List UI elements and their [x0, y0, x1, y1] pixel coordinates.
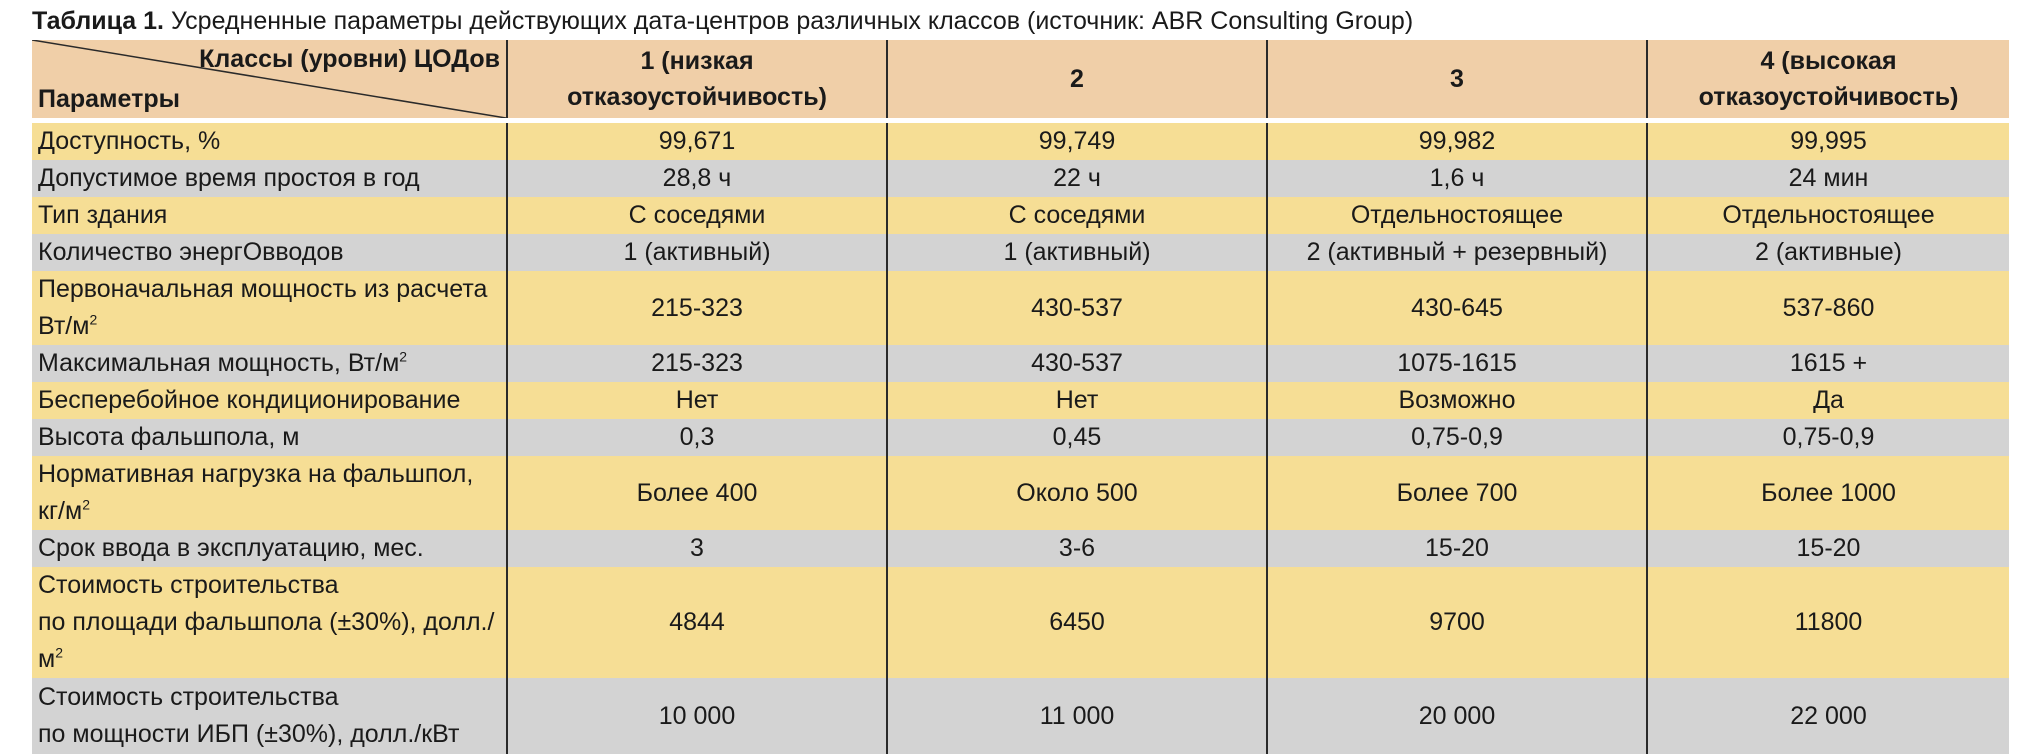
caption-label: Таблица 1. — [32, 7, 164, 35]
header-row — [32, 40, 2009, 121]
param-building-type: Тип здания — [32, 197, 507, 234]
superscript: 2 — [399, 348, 408, 365]
value-cell: Нет — [887, 382, 1267, 419]
value-cell: 430-645 — [1267, 271, 1647, 345]
table-row — [32, 382, 2009, 419]
table-row — [32, 530, 2009, 567]
table-row — [32, 419, 2009, 456]
table-row — [32, 456, 2009, 530]
value-cell: 4844 — [507, 567, 887, 678]
value-cell: 99,749 — [887, 121, 1267, 161]
value-cell: 430-537 — [887, 271, 1267, 345]
superscript: 2 — [82, 496, 90, 513]
param-initial-power — [32, 271, 507, 345]
param-raised-floor-height: Высота фальшпола, м — [32, 419, 507, 456]
value-cell: 99,982 — [1267, 121, 1647, 161]
table-row — [32, 160, 2009, 197]
class-3-header: 3 — [1267, 40, 1647, 121]
value-cell: 0,45 — [887, 419, 1267, 456]
value-cell: Отдельностоящее — [1267, 197, 1647, 234]
value-cell: С соседями — [887, 197, 1267, 234]
datacenter-params-table — [32, 40, 2009, 754]
value-cell: 430-537 — [887, 345, 1267, 382]
table-row — [32, 271, 2009, 345]
param-availability: Доступность, % — [32, 121, 507, 161]
value-cell: 3-6 — [887, 530, 1267, 567]
value-cell: 0,3 — [507, 419, 887, 456]
superscript: 2 — [89, 311, 98, 328]
class-2-header: 2 — [887, 40, 1267, 121]
param-cost-per-area — [32, 567, 507, 678]
value-cell: 20 000 — [1267, 678, 1647, 754]
value-cell: 1615 + — [1647, 345, 2009, 382]
value-cell: 28,8 ч — [507, 160, 887, 197]
table-row — [32, 567, 2009, 678]
value-cell: Нет — [507, 382, 887, 419]
param-line-2: по площади фальшпола (±30%), долл./м — [38, 608, 495, 673]
value-cell: 15-20 — [1647, 530, 2009, 567]
value-cell: Около 500 — [887, 456, 1267, 530]
value-cell: 537-860 — [1647, 271, 2009, 345]
value-cell: Более 1000 — [1647, 456, 2009, 530]
value-cell: 11 000 — [887, 678, 1267, 754]
value-cell: 10 000 — [507, 678, 887, 754]
value-cell: 215-323 — [507, 271, 887, 345]
value-cell: 0,75-0,9 — [1647, 419, 2009, 456]
value-cell: 215-323 — [507, 345, 887, 382]
class-4-header: 4 (высокая отказоустойчивость) — [1647, 40, 2009, 121]
value-cell: 22 000 — [1647, 678, 2009, 754]
param-line-1: Стоимость строительства — [38, 571, 339, 599]
param-power-inputs: Количество энергОвводов — [32, 234, 507, 271]
value-cell: 11800 — [1647, 567, 2009, 678]
param-line-2: кг/м — [38, 497, 83, 525]
value-cell: Более 700 — [1267, 456, 1647, 530]
value-cell: Возможно — [1267, 382, 1647, 419]
value-cell: 1075-1615 — [1267, 345, 1647, 382]
value-cell: 2 (активный + резервный) — [1267, 234, 1647, 271]
value-cell: 24 мин — [1647, 160, 2009, 197]
param-line-2: Вт/м — [38, 312, 90, 340]
param-line-1: Стоимость строительства — [38, 683, 339, 711]
param-max-power — [32, 345, 507, 382]
param-line-1: Нормативная нагрузка на фальшпол, — [38, 460, 474, 488]
value-cell: 3 — [507, 530, 887, 567]
value-cell: С соседями — [507, 197, 887, 234]
parameters-header-label: Параметры — [38, 85, 180, 113]
superscript: 2 — [55, 644, 63, 661]
param-text: Максимальная мощность, Вт/м — [38, 349, 400, 377]
value-cell: 15-20 — [1267, 530, 1647, 567]
value-cell: 1 (активный) — [507, 234, 887, 271]
value-cell: 1,6 ч — [1267, 160, 1647, 197]
value-cell: 22 ч — [887, 160, 1267, 197]
value-cell: 99,995 — [1647, 121, 2009, 161]
class-1-header: 1 (низкая отказоустойчивость) — [507, 40, 887, 121]
param-cost-per-ups — [32, 678, 507, 754]
param-downtime: Допустимое время простоя в год — [32, 160, 507, 197]
corner-header-cell — [32, 40, 507, 121]
param-ups-cooling: Бесперебойное кондиционирование — [32, 382, 507, 419]
table-row — [32, 678, 2009, 754]
table-caption — [32, 6, 1413, 36]
value-cell: 9700 — [1267, 567, 1647, 678]
param-line-1: Первоначальная мощность из расчета — [38, 275, 488, 303]
value-cell: 99,671 — [507, 121, 887, 161]
table-row — [32, 197, 2009, 234]
classes-header-label: Классы (уровни) ЦОДов — [199, 45, 500, 73]
value-cell: Более 400 — [507, 456, 887, 530]
param-commissioning-time: Срок ввода в эксплуатацию, мес. — [32, 530, 507, 567]
caption-text: Усредненные параметры действующих дата-центров различных классов (источник: ABR Consulting Group) — [170, 7, 1414, 35]
table-row — [32, 121, 2009, 161]
value-cell: 0,75-0,9 — [1267, 419, 1647, 456]
value-cell: 1 (активный) — [887, 234, 1267, 271]
value-cell: Да — [1647, 382, 2009, 419]
param-floor-load — [32, 456, 507, 530]
param-line-2: по мощности ИБП (±30%), долл./кВт — [38, 720, 460, 748]
value-cell: Отдельностоящее — [1647, 197, 2009, 234]
table-row — [32, 345, 2009, 382]
value-cell: 2 (активные) — [1647, 234, 2009, 271]
value-cell: 6450 — [887, 567, 1267, 678]
table-row — [32, 234, 2009, 271]
